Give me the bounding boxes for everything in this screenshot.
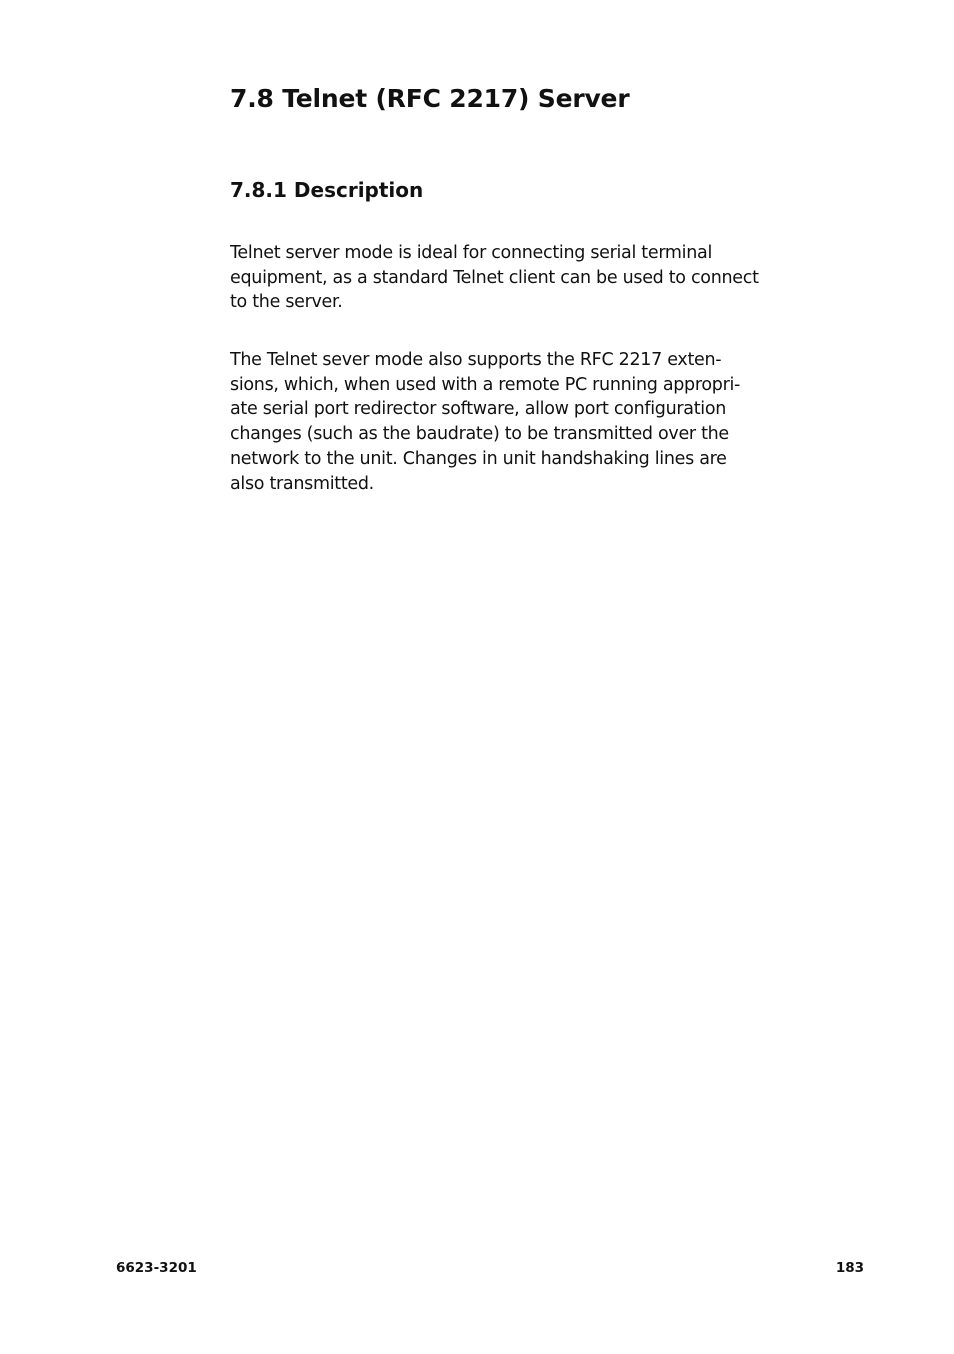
paragraph-line: Telnet server mode is ideal for connecting serial terminal xyxy=(230,243,713,263)
paragraph-line: to the server. xyxy=(230,292,343,313)
paragraph-line: equipment, as a standard Telnet client can be used to connect xyxy=(230,267,759,288)
footer-page-number: 183 xyxy=(835,1260,864,1276)
paragraph-line: also transmitted. xyxy=(230,473,374,494)
subsection-title: 7.8.1 Description xyxy=(230,178,424,202)
paragraph-line: changes (such as the baudrate) to be transmitted over the xyxy=(230,424,729,445)
section-title: 7.8 Telnet (RFC 2217) Server xyxy=(230,84,630,113)
paragraph-rfc2217 xyxy=(230,348,740,496)
paragraph-line: sions, which, when used with a remote PC running appropri- xyxy=(230,374,741,395)
paragraph-line: network to the unit. Changes in unit handshaking lines are xyxy=(230,448,727,469)
paragraph-intro xyxy=(230,241,759,315)
footer-doc-number: 6623-3201 xyxy=(116,1260,197,1276)
paragraph-line: ate serial port redirector software, allow port configuration xyxy=(230,399,727,420)
paragraph-line: The Telnet sever mode also supports the RFC 2217 exten- xyxy=(230,350,722,370)
